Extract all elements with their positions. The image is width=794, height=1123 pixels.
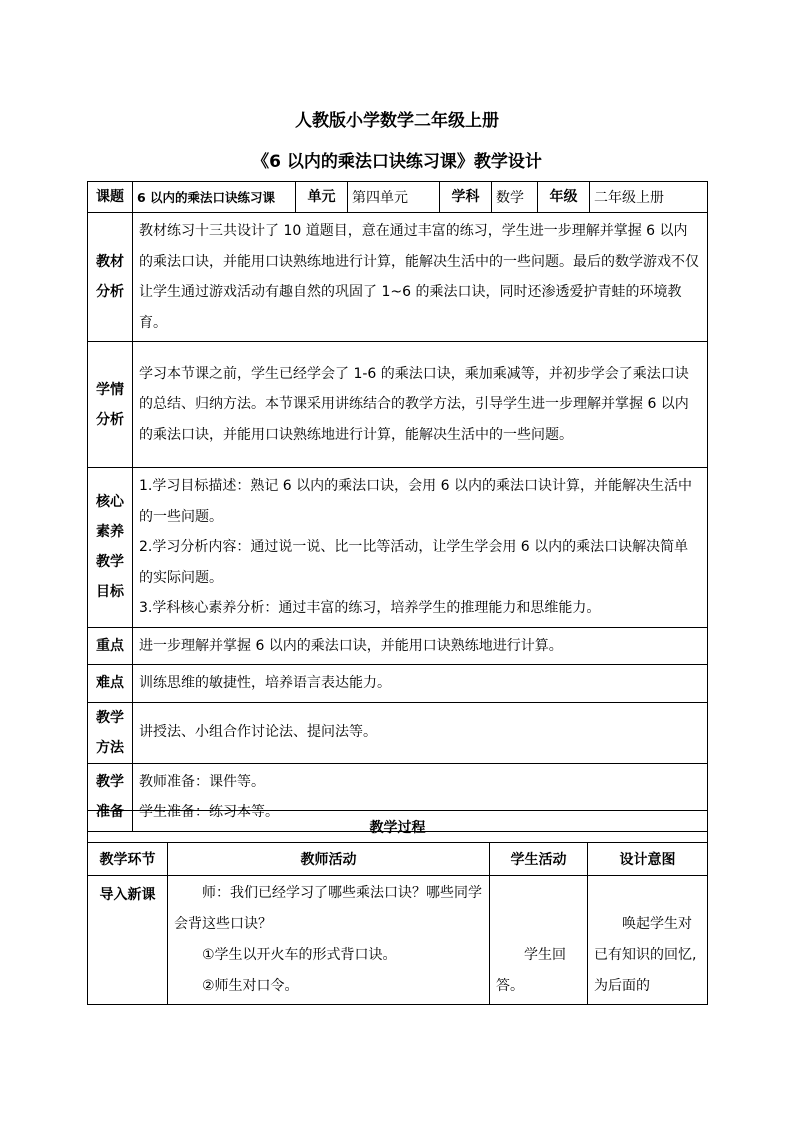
method-label-line2: 方法: [96, 739, 124, 756]
process-heading: 教学过程: [88, 811, 708, 843]
process-table: [87, 810, 708, 1005]
goal-item-1: 1.学习目标描述：熟记 6 以内的乘法口诀，会用 6 以内的乘法口诀计算，并能解决生活中的一些问题。: [139, 478, 692, 525]
method-label: [88, 702, 133, 763]
prep-label-line2: 准备: [96, 804, 124, 820]
intro-teacher-line1: 师：我们已经学习了哪些乘法口诀？哪些同学会背这些口诀？: [174, 885, 482, 932]
unit-label: 单元: [296, 182, 348, 213]
material-row: [88, 213, 708, 342]
goals-label-line1: 核心: [96, 494, 124, 511]
subject-label: 学科: [440, 182, 492, 213]
goals-row: [88, 468, 708, 628]
goals-label-line3: 教学: [96, 554, 124, 571]
difficulty-row: [88, 665, 708, 703]
lesson-info-table: [87, 181, 708, 832]
prep-teacher: 教师准备：课件等。: [139, 773, 265, 790]
info-header-row: [88, 182, 708, 213]
topic-label: 课题: [88, 182, 133, 213]
goals-label-line2: 素养: [96, 524, 124, 541]
goal-item-3: 3.学科核心素养分析：通过丰富的练习，培养学生的推理能力和思维能力。: [139, 600, 601, 616]
key-row: [88, 627, 708, 665]
design-intent-header: 设计意图: [588, 843, 708, 876]
goals-text: [133, 468, 708, 628]
phase-header: 教学环节: [88, 843, 168, 876]
goals-label: [88, 468, 133, 628]
difficulty-label: 难点: [88, 665, 133, 703]
learning-label-line2: 分析: [96, 411, 124, 428]
material-label-line2: 分析: [96, 284, 124, 300]
material-label: [88, 213, 133, 342]
difficulty-text: 训练思维的敏捷性，培养语言表达能力。: [133, 665, 708, 703]
intro-teacher-line2: ①学生以开火车的形式背口诀。: [202, 947, 397, 963]
learning-label: [88, 342, 133, 468]
process-header-row: [88, 843, 708, 876]
key-text: 进一步理解并掌握 6 以内的乘法口诀，并能用口诀熟练地进行计算。: [133, 627, 708, 665]
learning-text: 学习本节课之前，学生已经学会了 1-6 的乘法口诀，乘加乘减等，并初步学会了乘法口诀的总结、归纳方法。本节课采用讲练结合的教学方法，引导学生进一步理解并掌握 6 以内的乘法口诀，并能用口诀熟练地进行计算，能解决生活中的一些问题。: [133, 342, 708, 468]
unit-value: 第四单元: [348, 182, 440, 213]
teacher-activity-header: 教师活动: [168, 843, 490, 876]
topic-value: 6 以内的乘法口诀练习课: [133, 182, 296, 213]
intro-teacher-activity: [168, 876, 490, 1005]
intro-teacher-line3: ②师生对口令。: [202, 978, 299, 994]
intro-phase: 导入新课: [88, 876, 168, 1005]
intro-student-activity: 学生回答。: [490, 876, 588, 1005]
method-label-line1: 教学: [96, 709, 124, 726]
student-activity-header: 学生活动: [490, 843, 588, 876]
document-title: 人教版小学数学二年级上册: [295, 111, 499, 131]
material-text: 教材练习十三共设计了 10 道题目，意在通过丰富的练习，学生进一步理解并掌握 6 以内的乘法口诀，并能用口诀熟练地进行计算，能解决生活中的一些问题。最后的数学游戏不仅让学生通过游戏活动有趣自然的巩固了 1~6 的乘法口诀，同时还渗透爱护青蛙的环境教育。: [133, 213, 708, 342]
goals-label-line4: 目标: [96, 584, 124, 601]
key-label: 重点: [88, 627, 133, 665]
intro-design-intent: 唤起学生对已有知识的回忆,为后面的: [588, 876, 708, 1005]
document-subtitle: 《6 以内的乘法口诀练习课》教学设计: [252, 152, 542, 172]
intro-row: [88, 876, 708, 1005]
material-label-line1: 教材: [96, 254, 124, 270]
learning-label-line1: 学情: [96, 381, 124, 398]
method-row: [88, 702, 708, 763]
grade-label: 年级: [538, 182, 590, 213]
learning-row: [88, 342, 708, 468]
method-text: 讲授法、小组合作讨论法、提问法等。: [133, 702, 708, 763]
process-heading-row: [88, 811, 708, 843]
subject-value: 数学: [492, 182, 538, 213]
goal-item-2: 2.学习分析内容：通过说一说、比一比等活动，让学生学会用 6 以内的乘法口诀解决简单的实际问题。: [139, 539, 689, 586]
grade-value: 二年级上册: [590, 182, 708, 213]
prep-label-line1: 教学: [96, 774, 124, 790]
prep-student: 学生准备：练习本等。: [139, 804, 279, 820]
